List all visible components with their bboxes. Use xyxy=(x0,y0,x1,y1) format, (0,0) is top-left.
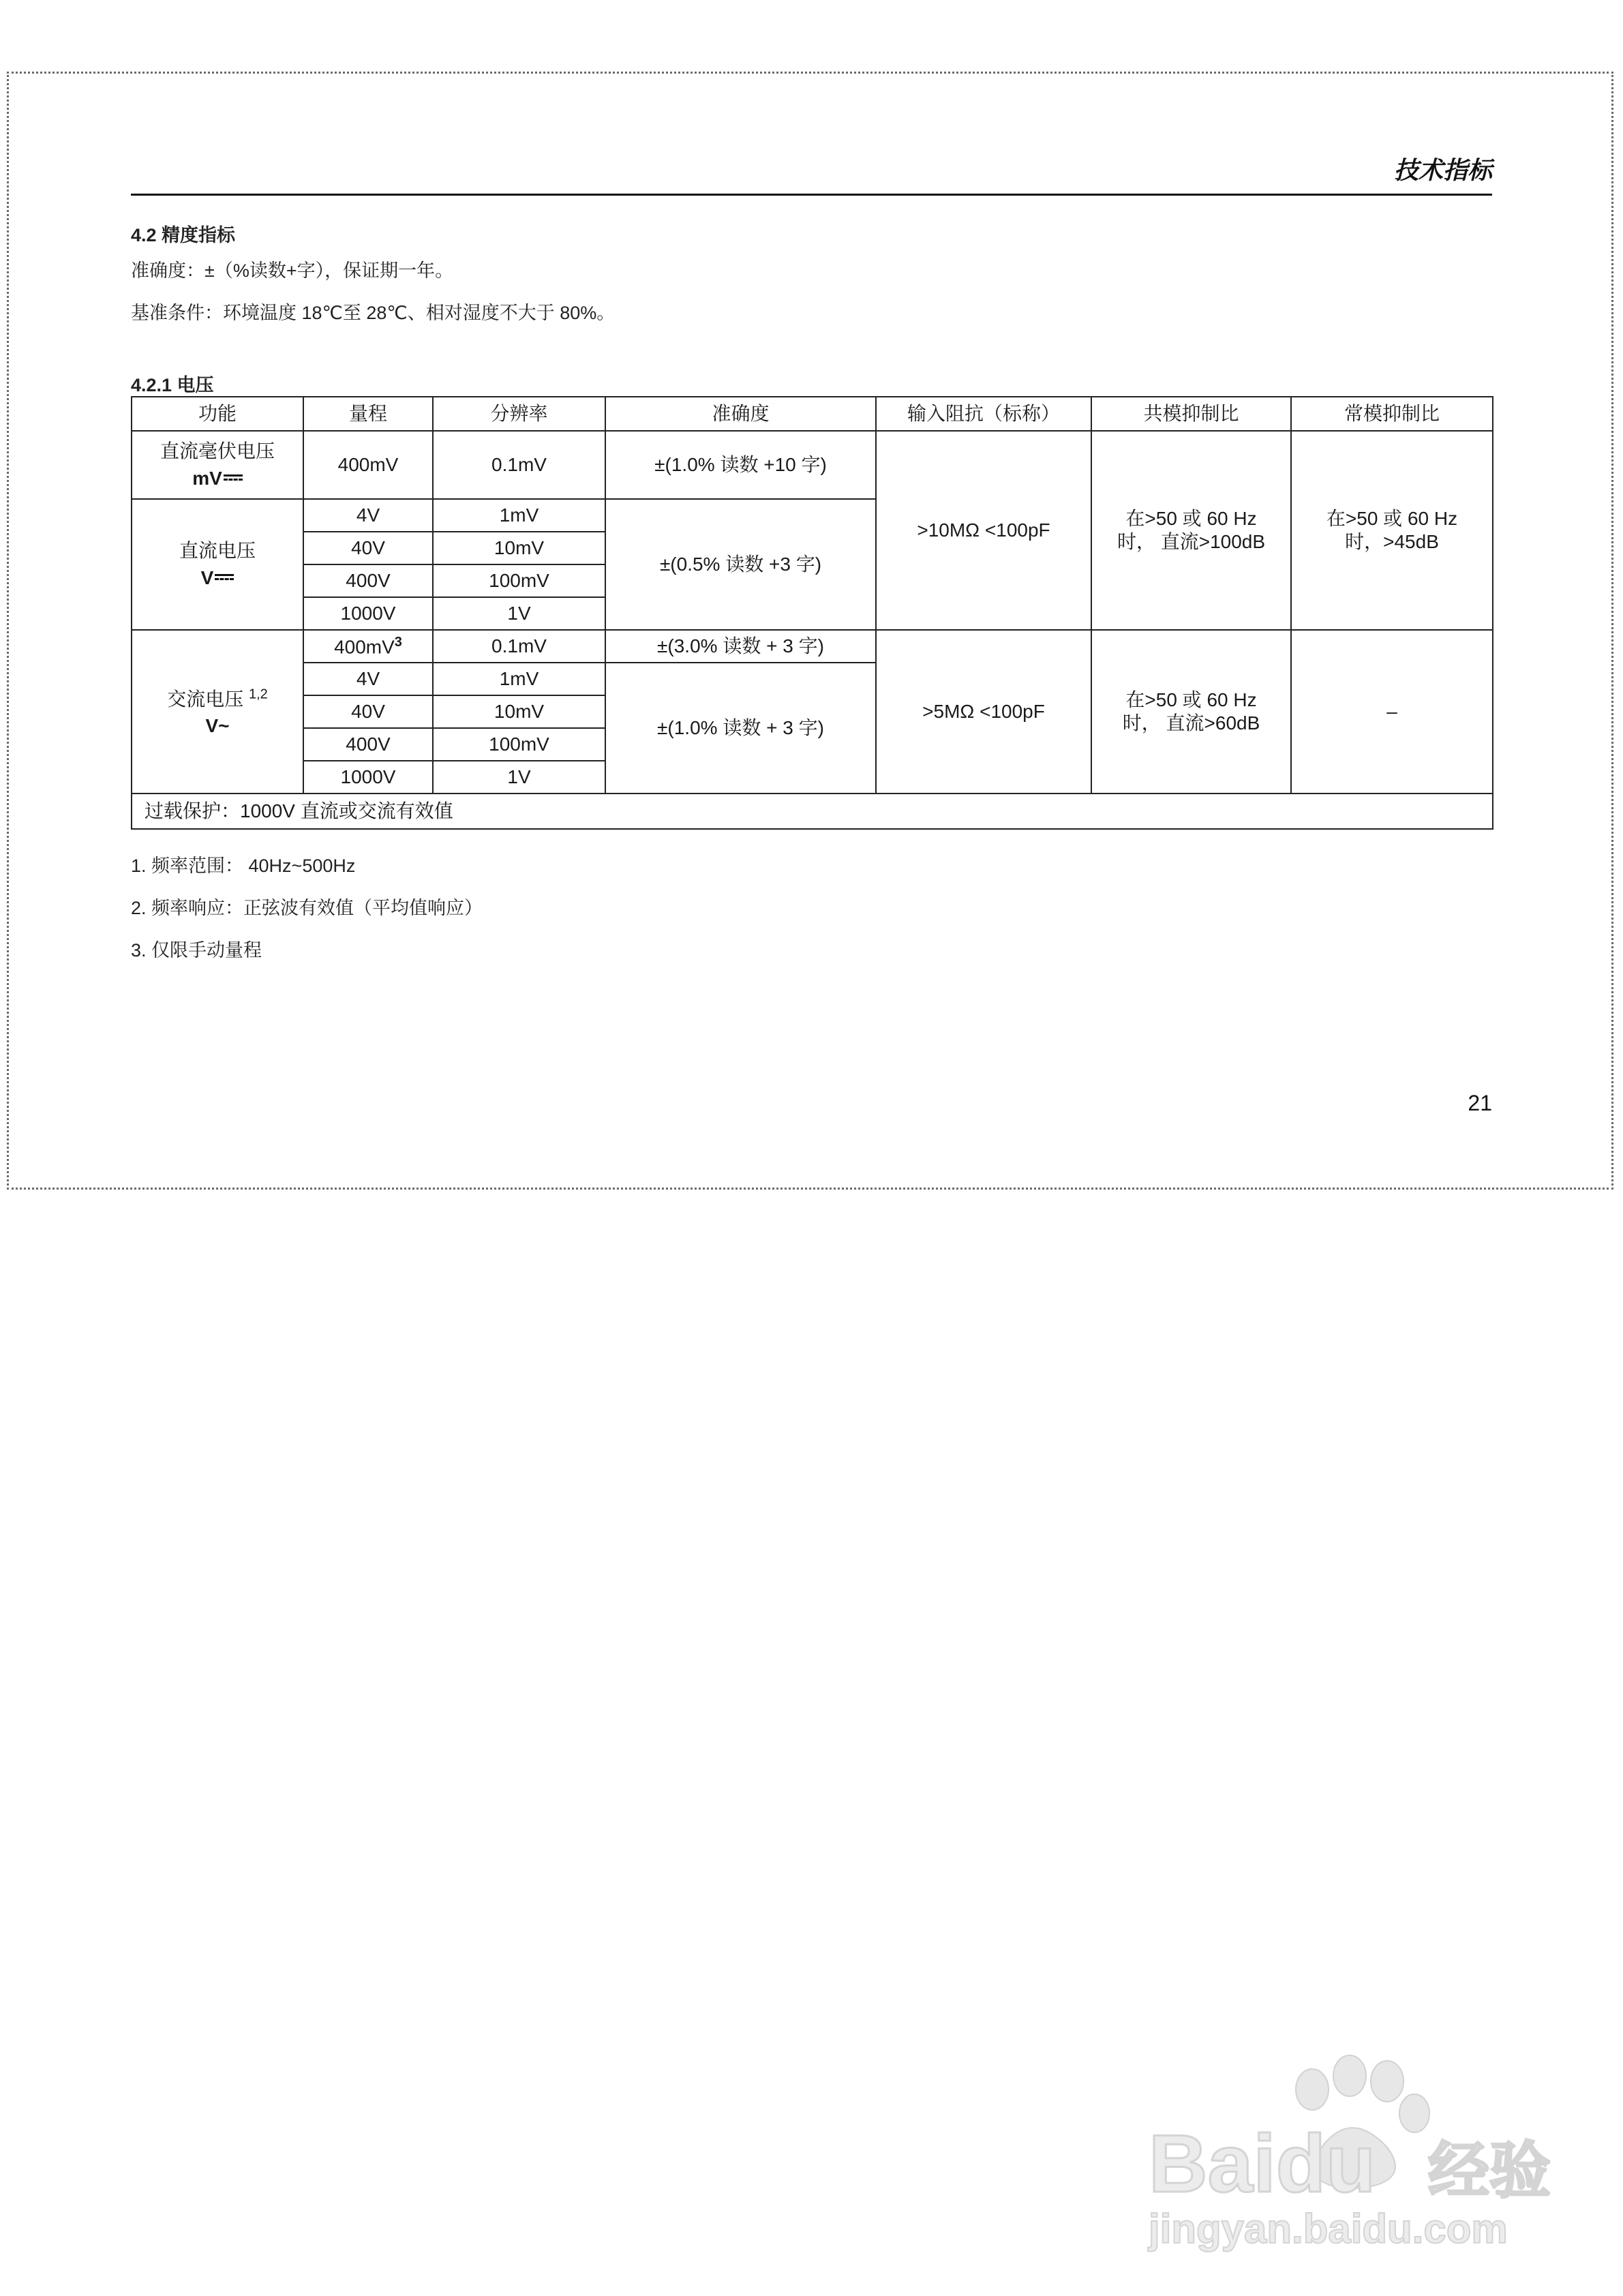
range-cell: 400mV xyxy=(303,431,433,499)
footnote-1: 1. 频率范围： 40Hz~500Hz xyxy=(131,856,356,876)
function-symbol: mV xyxy=(136,467,299,490)
col-header-accuracy: 准确度 xyxy=(605,397,876,431)
col-header-range: 量程 xyxy=(303,397,433,431)
range-cell: 40V xyxy=(303,695,433,728)
accuracy-cell: ±(0.5% 读数 +3 字) xyxy=(605,499,876,630)
resolution-cell: 0.1mV xyxy=(433,431,605,499)
footnote-3: 3. 仅限手动量程 xyxy=(131,940,262,961)
function-label: 直流电压 xyxy=(179,540,256,562)
function-cell-v-ac xyxy=(132,630,303,794)
range-cell: 4V xyxy=(303,663,433,695)
range-cell: 1000V xyxy=(303,597,433,630)
col-header-input-impedance: 输入阻抗（标称） xyxy=(876,397,1091,431)
function-cell-v-dc xyxy=(132,499,303,630)
watermark-label: 经验 xyxy=(1428,2135,1551,2207)
watermark-brand: Baidu xyxy=(1149,2118,1376,2209)
table-row xyxy=(132,794,1493,829)
range-cell: 4V xyxy=(303,499,433,532)
function-cell-mv-dc xyxy=(132,431,303,499)
resolution-cell: 100mV xyxy=(433,728,605,761)
input-impedance-cell: >10MΩ <100pF xyxy=(876,431,1091,630)
input-impedance-cell: >5MΩ <100pF xyxy=(876,630,1091,794)
col-header-function: 功能 xyxy=(132,397,303,431)
nmrr-cell: – xyxy=(1291,630,1493,794)
reference-conditions: 基准条件：环境温度 18℃至 28℃、相对湿度不大于 80%。 xyxy=(131,303,616,323)
range-cell: 40V xyxy=(303,532,433,564)
table-row xyxy=(132,431,1493,499)
accuracy-cell: ±(3.0% 读数 + 3 字) xyxy=(605,630,876,663)
resolution-cell: 1V xyxy=(433,761,605,794)
col-header-nmrr: 常模抑制比 xyxy=(1291,397,1493,431)
footnote-2: 2. 频率响应：正弦波有效值（平均值响应） xyxy=(131,898,483,918)
watermark-url: jingyan.baidu.com xyxy=(1149,2206,1508,2252)
section-title: 4.2 精度指标 xyxy=(131,225,236,245)
range-cell: 400V xyxy=(303,728,433,761)
nmrr-cell: 在>50 或 60 Hz 时，>45dB xyxy=(1291,431,1493,630)
accuracy-cell: ±(1.0% 读数 + 3 字) xyxy=(605,663,876,794)
resolution-cell: 10mV xyxy=(433,695,605,728)
cmrr-cell: 在>50 或 60 Hz 时， 直流>100dB xyxy=(1091,431,1291,630)
table-row xyxy=(132,630,1493,663)
function-symbol: V xyxy=(136,567,299,590)
baidu-jingyan-watermark xyxy=(1108,2049,1585,2253)
dc-symbol-icon xyxy=(215,574,234,582)
col-header-resolution: 分辨率 xyxy=(433,397,605,431)
accuracy-cell: ±(1.0% 读数 +10 字) xyxy=(605,431,876,499)
overload-protection: 过载保护：1000V 直流或交流有效值 xyxy=(132,794,1493,829)
resolution-cell: 1V xyxy=(433,597,605,630)
voltage-spec-table xyxy=(131,396,1493,830)
function-label: 直流毫伏电压 xyxy=(160,440,275,462)
function-label: 交流电压 $^{1,2}$ xyxy=(167,686,268,710)
range-cell: 400V xyxy=(303,564,433,597)
resolution-cell: 0.1mV xyxy=(433,630,605,663)
resolution-cell: 1mV xyxy=(433,663,605,695)
header-divider xyxy=(131,194,1492,196)
function-symbol: V~ xyxy=(205,715,230,737)
chapter-header-title: 技术指标 xyxy=(1393,156,1492,184)
accuracy-note: 准确度：±（%读数+字），保证期一年。 xyxy=(131,260,454,281)
page-number: 21 xyxy=(1468,1091,1492,1115)
range-cell: 1000V xyxy=(303,761,433,794)
table-header-row xyxy=(132,397,1493,431)
col-header-cmrr: 共模抑制比 xyxy=(1091,397,1291,431)
cmrr-cell: 在>50 或 60 Hz 时， 直流>60dB xyxy=(1091,630,1291,794)
resolution-cell: 100mV xyxy=(433,564,605,597)
resolution-cell: 1mV xyxy=(433,499,605,532)
resolution-cell: 10mV xyxy=(433,532,605,564)
dc-symbol-icon xyxy=(224,474,243,483)
subsection-title: 4.2.1 电压 xyxy=(131,375,214,395)
range-cell: $400mV^3$ xyxy=(303,630,433,663)
